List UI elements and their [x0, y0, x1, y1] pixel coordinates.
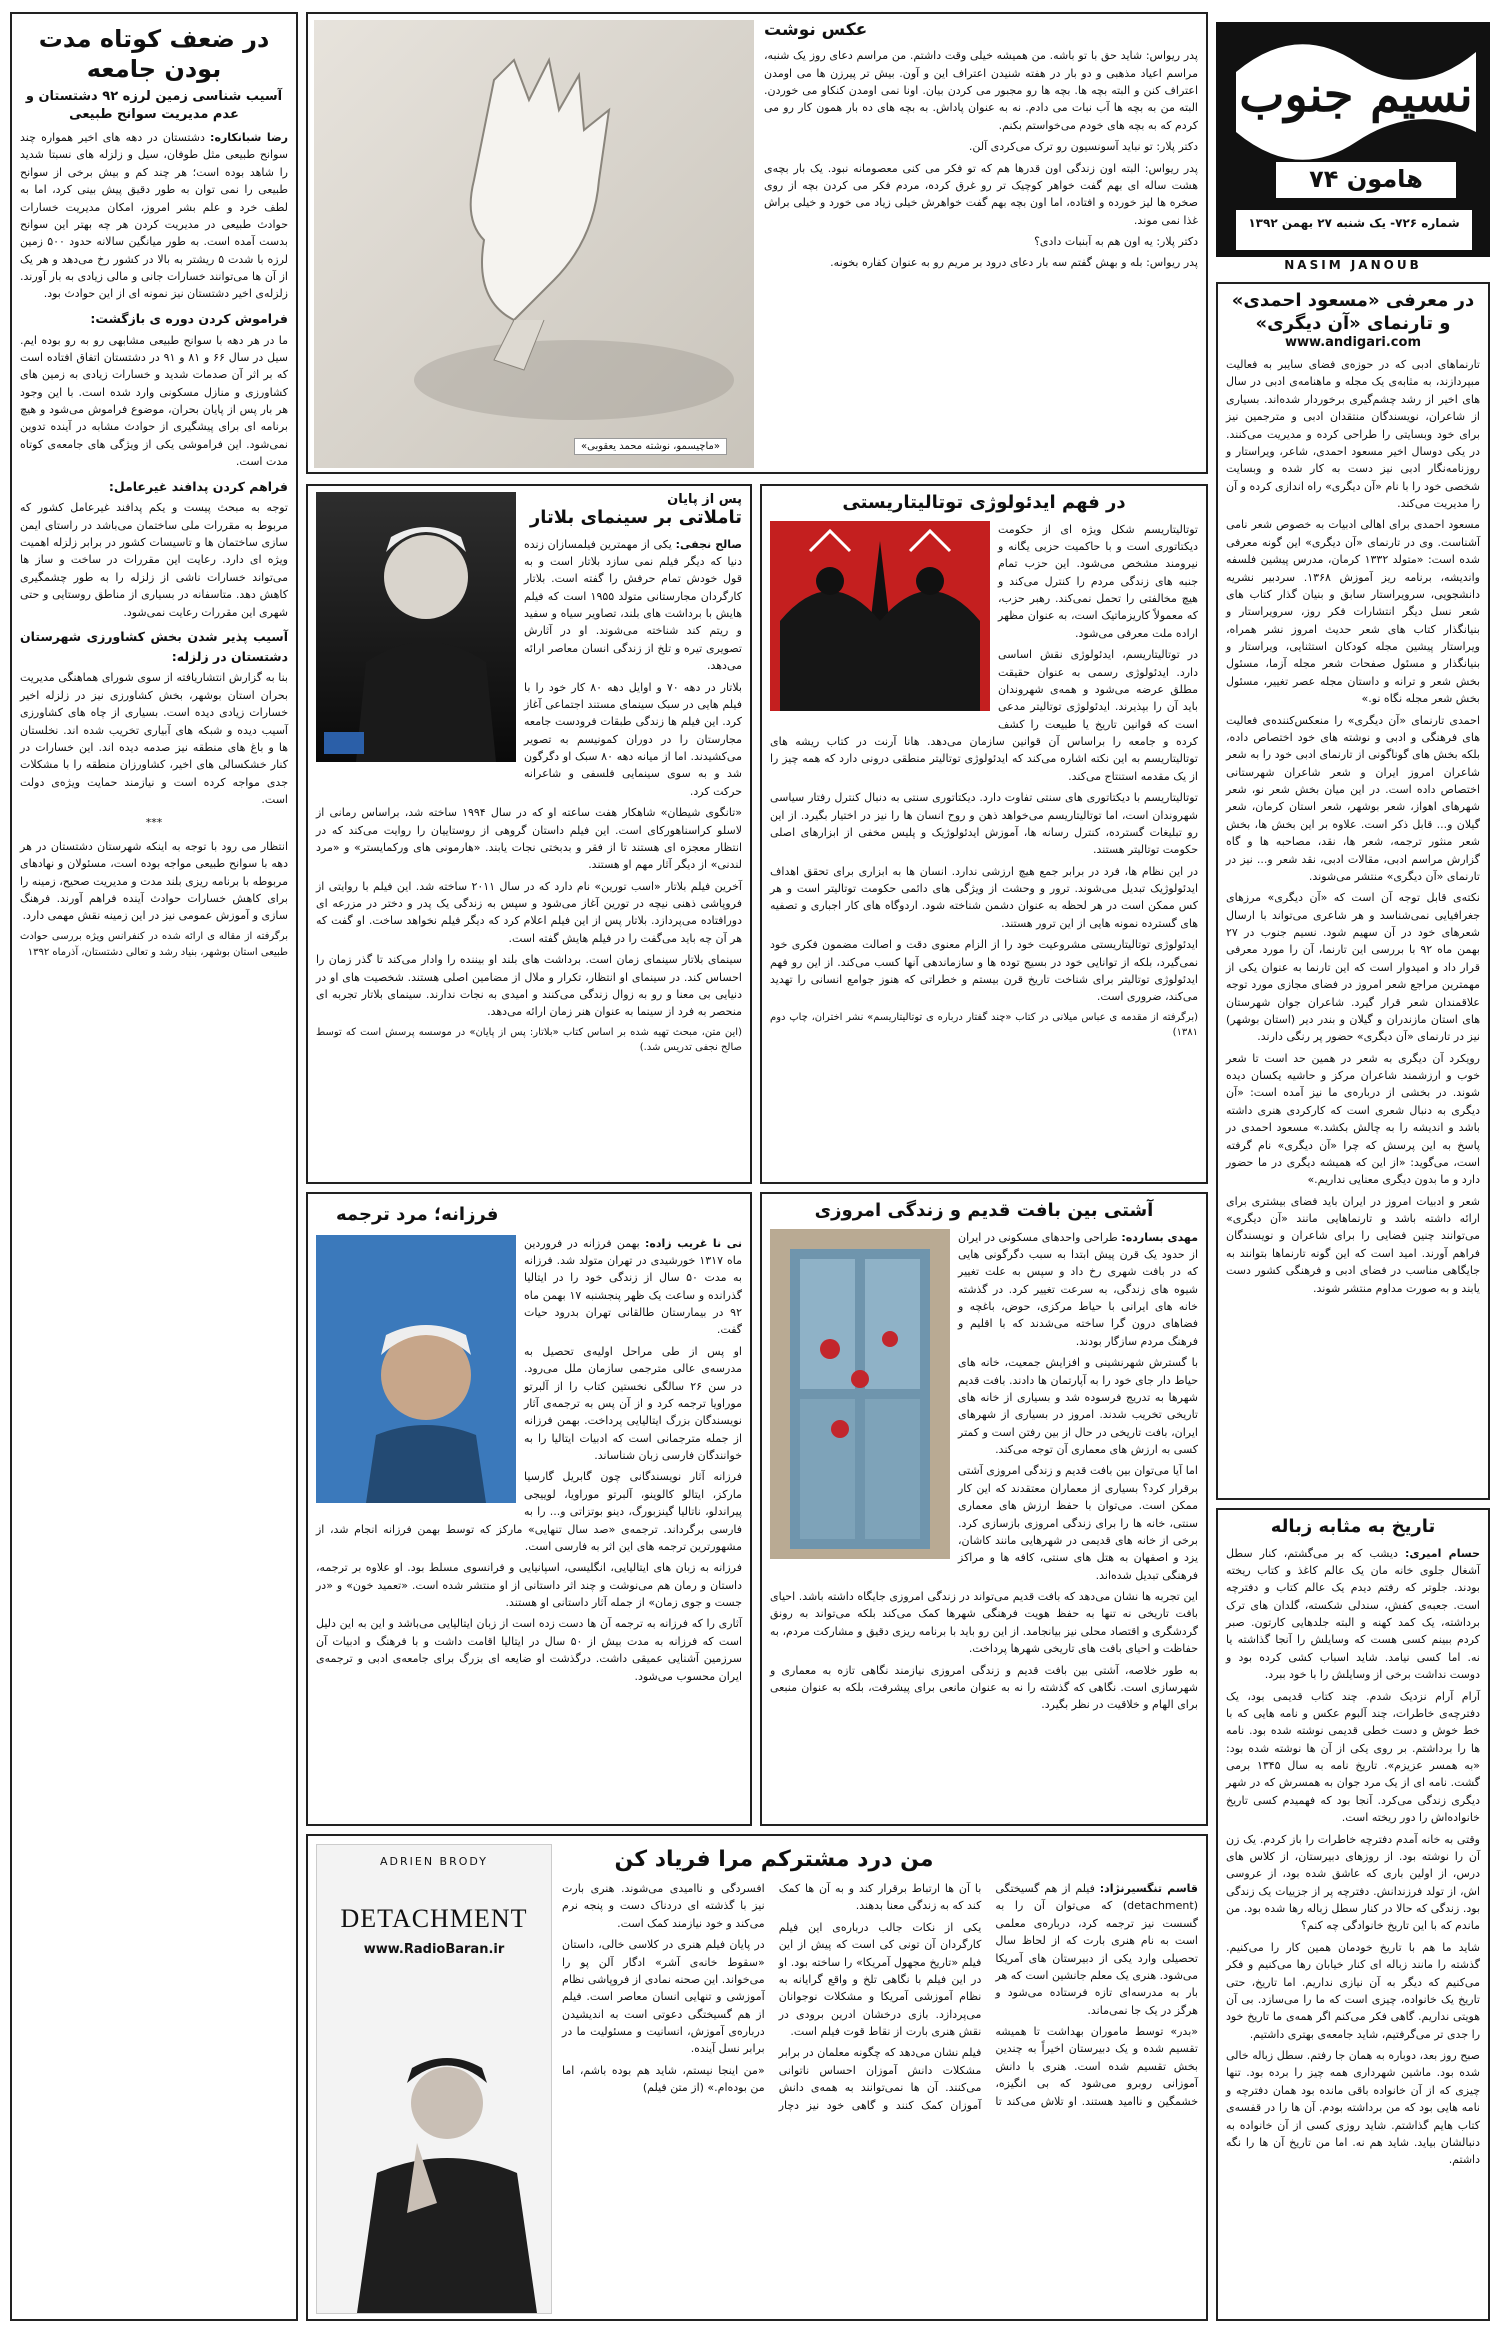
aks-title: عکس نوشت	[764, 20, 868, 40]
supplement-name: هامون ۷۴	[1309, 165, 1423, 193]
ashti-photo	[770, 1229, 950, 1559]
article-aks-nevesht	[306, 12, 1208, 474]
ashti-title: آشتی بین بافت قدیم و زندگی امروزی	[814, 1200, 1154, 1221]
andigari-url[interactable]: www.andigari.com	[1285, 335, 1421, 350]
masthead-logo	[1216, 12, 1490, 274]
zelzeleh-title: در ضعف کوتاه مدت بودن جامعه	[38, 25, 270, 83]
article-zobaleh	[1216, 1508, 1490, 2321]
poster-title: DETACHMENT	[340, 1904, 528, 1933]
detachment-poster	[316, 1844, 552, 2314]
zelzeleh-body: رضا شبانکاره: دشتستان در دهه های اخیر همواره چند سوانح طبیعی مثل طوفان، سیل و زلزله های نسبتا شدید را شاهد بوده است؛ هر چند کم و بیش برخی از سوانح طبیعی را نمی توان به طور دقیق پیش بینی کرد، اما به لطف خرد و علم بشر امروز، امکان مدیریت خسارات حوادث طبیعی در مدیریت کردن هر چه بهتر این سوانح بدست آمده است. به طور میانگین سالانه حدود ۵۰۰ زمین لرزه با شدت ۵ ریشتر به بالا در کشور رخ می‌دهد و هر یک از آن ها می‌توانند خسارات جانی و مالی زیادی به بار آورند. زلزله‌ی اخیر دشتستان نیز نمونه ای از این حوادث بود. فراموش کردن دوره ی بازگشت: ما در هر دهه با سوانح طبیعی مشابهی رو به رو بوده ایم. سیل در سال ۶۶ و ۸۱ و ۹۱ در دشتستان اتفاق افتاده است که بر اثر آن صدمات شدید و خسارات زیادی به زمین های کشاورزی و منازل مسکونی وارد شده است. با این وجود هر بار پس از پایان بحران، موضوع فراموش می‌شود و هیچ برنامه ای برای پیشگیری از حوادث مشابه در آینده تدوین نمی‌شود. این فراموشی یکی از ویژگی های جامعه‌ی کوتاه مدت است. فراهم کردن پدافند غیرعامل: توجه به مبحث پیست و یکم پدافند غیرعامل کشور که مربوط به مقررات ملی ساختمان می‌باشد در راستای ایمن سازی ساختمان ها و تاسیسات کشور در برابر زلزله اهمیت ویژه ای دارد. رعایت این مقررات در ساخت و ساز ها می‌تواند خسارات ناشی از زلزله را به طور چشمگیری کاهش دهد. متاسفانه در بسیاری از مناطق روستایی و حتی شهری این مقررات رعایت نمی‌شود. آسیب پذیر شدن بخش کشاورزی شهرستان دشتستان در زلزله: بنا به گزارش انتشاریافته از سوی شورای هماهنگی مدیریت بحران استان بوشهر، بخش کشاورزی نیز در زلزله اخیر خسارات زیادی دیده است. بسیاری از چاه های کشاورزی آسیب دیده و شبکه های آبیاری تخریب شده اند. نخلستان ها و باغ های منطقه نیز صدمه دیده اند. این خسارات در کنار خشکسالی های اخیر، کشاورزان منطقه را با مشکلات جدی مواجه کرده است و نیازمند حمایت ویژه‌ی دولت است. *** انتظار می رود با توجه به اینکه شهرستان دشتستان در هر دهه با سوانح طبیعی مواجه بوده است، مسئولان و نهادهای مربوطه با برنامه ریزی بلند مدت و مدیریت صحیح، زمینه را برای کاهش خسارات حوادث آینده فراهم آورند. فرهنگ سازی و آموزش عمومی نیز در این زمینه نقش مهمی دارد. برگرفته از مقاله ی ارائه شده در کنفرانس ویژه بررسی حوادث طبیعی استان بوشهر، بنیاد رشد و تعالی دشتستان، آذرماه ۱۳۹۲	[20, 131, 288, 958]
zelzeleh-section-2-title: فراهم کردن پدافند غیرعامل:	[108, 478, 288, 494]
totalitarian-title: در فهم ایدئولوژی توتالیتاریستی	[842, 492, 1126, 513]
poster-actor: ADRIEN BRODY	[380, 1855, 488, 1868]
andigari-title: در معرفی «مسعود احمدی» و تارنمای «آن دیگری»	[1231, 290, 1475, 334]
farzaneh-body: نی نا غریب زاده: بهمن فرزانه در فروردین ماه ۱۳۱۷ خورشیدی در تهران متولد شد. فرزانه به مدت ۵۰ سال از زندگی خود را در ایتالیا گذرانده و ساعت یک ظهر پنجشنبه ۱۷ بهمن ماه ۹۲ در بیمارستان طالقانی تهران بدرود حیات گفت. او پس از طی مراحل اولیه‌ی تحصیل به مدرسه‌ی عالی مترجمی سازمان ملل می‌رود. در سن ۲۶ سالگی نخستین کتاب را از آلبرتو موراویا ترجمه کرد و از آن پس به ترجمه‌ی آثار نویسندگان بزرگ ایتالیایی پرداخت. بهمن فرزانه از جمله مترجمانی است که ادبیات ایتالیا را به خوانندگان فارسی زبان شناساند. فرزانه آثار نویسندگانی چون گابریل گارسیا مارکز، ایتالو کالوینو، آلبرتو موراویا، لوییجی پیراندلو، ناتالیا گینزبورگ، دینو بوتزاتی و... را به فارسی برگرداند. ترجمه‌ی «صد سال تنهایی» مارکز که توسط بهمن فرزانه انجام شد، از مشهورترین ترجمه های این اثر به فارسی است. فرزانه به زبان های ایتالیایی، انگلیسی، اسپانیایی و فرانسوی مسلط بود. او علاوه بر ترجمه، داستان و رمان هم می‌نوشت و چند اثر داستانی از او منتشر شده است. «تعمید خون» و «در جست و جوی زمان» از جمله آثار داستانی او هستند. آثاری را که فرزانه به ترجمه آن ها دست زده است از زبان ایتالیایی می‌باشد و این به این دلیل است که فرزانه به مدت بیش از ۵۰ سال در ایتالیا اقامت داشت و با فرهنگ و ادبیات آن سرزمین آشنایی عمیقی داشت. درگذشت او ضایعه ای بزرگ برای جامعه‌ی ادبی و ترجمه‌ی ایران محسوب می‌شود.	[316, 1236, 743, 1683]
article-totalitarian	[760, 484, 1208, 1184]
zobaleh-title: تاریخ به مثابه زباله	[1270, 1516, 1436, 1537]
logo-fa: نسیم جنوب	[1239, 67, 1473, 123]
balatar-photo	[316, 492, 516, 762]
article-dard	[306, 1834, 1208, 2321]
aks-body: پدر ریواس: شاید حق با تو باشه. من همیشه خیلی وقت داشتم. من مراسم دعای روز یک شنبه، مراسم اعیاد مذهبی و دو بار در هفته شنیدن اعتراف این و آون. بیش تر پیرزن ها می اومدن اعتراف کنن و البته بچه ها. بچه ها رو مجبور می کردن بیان. اونا نمی اومدن کنکاو می خوردن. البته من به بچه ها آب نبات می دادم. نه به عنوان پاداش. به بچه های ده بار همون کار رو می کردم که به بچه های خودم می‌خواستم بکنم. دکتر پلار: تو نباید آسونسیون رو ترک می‌کردی آلن. پدر ریواس: البته اون زندگی اون قدرها هم که تو فکر می کنی معصومانه نبود. یک بار بچه‌ی هشت ساله ای بهم گفت خواهر کوچیک تر رو غرق کرده، مردم فکر می کردن بچه از روی صخره ها لیز خورده و افتاده، اما اون بچه بهم گفت خواهرش خیلی زیاد می خورد و خیلی براش غذا نمی موند. دکتر پلار: یه اون هم به آبنبات دادی؟ پدر ریواس: بله و بهش گفتم سه بار دعای درود بر مریم رو به عنوان کفاره بخونه.	[764, 49, 1198, 270]
article-balatar	[306, 484, 752, 1184]
totalitarian-body: توتالیتاریسم شکل ویژه ای از حکومت دیکتاتوری است و با حاکمیت حزبی یگانه و نیرومند مشخص می‌شود. این حزب تمام جنبه های زندگی مردم را کنترل می‌کند و هیچ مخالفتی را تحمل نمی‌کند. رهبر حزب، که معمولاً کاریزماتیک است، به عنوان مظهر اراده ملت معرفی می‌شود. در توتالیتاریسم، ایدئولوژی نقش اساسی دارد. ایدئولوژی رسمی به عنوان حقیقت مطلق عرضه می‌شود و همه‌ی شهروندان باید آن را بپذیرند. ایدئولوژی توتالیتر مدعی است که قوانین تاریخ یا طبیعت را کشف کرده و جامعه را براساس آن قوانین سازمان می‌دهد. هانا آرنت در کتاب ریشه های توتالیتاریسم به این نکته اشاره می‌کند که ایدئولوژی توتالیتر منطقی درونی دارد که همه چیز را از یک مقدمه استنتاج می‌کند. توتالیتاریسم با دیکتاتوری های سنتی تفاوت دارد. دیکتاتوری سنتی به دنبال کنترل رفتار سیاسی شهروندان است، اما توتالیتاریسم می‌خواهد ذهن و روح انسان ها را نیز در اختیار بگیرد. از این رو تبلیغات گسترده، کنترل رسانه ها، آموزش ایدئولوژیک و پلیس مخفی از ابزارهای اصلی حکومت توتالیتر هستند. در این نظام ها، فرد در برابر جمع هیچ ارزشی ندارد. انسان ها به ابزاری برای تحقق اهداف ایدئولوژیک تبدیل می‌شوند. ترور و وحشت از ویژگی های دائمی حکومت توتالیتر است و هر کس ممکن است در هر لحظه به عنوان دشمن شناخته شود. اردوگاه های کار اجباری و تصفیه های گسترده نمونه هایی از این ترور هستند. ایدئولوژی توتالیتاریستی مشروعیت خود را از الزام معنوی دقت و اصالت مضمون فکری خود نمی‌گیرد، بلکه از توانایی خود در بسیج توده ها و سازماندهی آنها کسب می‌کند. از این رو فهم ایدئولوژی توتالیتر برای شناخت تاریخ قرن بیستم و خطراتی که هنوز جوامع انسانی را تهدید می‌کند، ضروری است. (برگرفته از مقدمه ی عباس میلانی در کتاب «چند گفتار درباره ی توتالیتاریسم» نشر اختران، چاپ دوم ۱۳۸۱)	[770, 522, 1198, 1039]
dard-body: قاسم تنگسیرنژاد: فیلم از هم گسیختگی (detachment) که می‌توان آن را به گسست نیز ترجمه کرد، درباره‌ی معلمی است به نام هنری بارت که از لحاظ سال تحصیلی وارد یکی از دبیرستان های آمریکا می‌شود. هنری یک معلم جانشین است که هر بار به مدرسه‌ای تازه فرستاده می‌شود و هرگز در یک جا نمی‌ماند. «بدر» توسط ماموران بهداشت تا همیشه تقسیم شده و یک دبیرستان اخیراً به چندین بخش تقسیم شده است. هنری با دانش آموزانی روبرو می‌شود که بی انگیزه، خشمگین و ناامید هستند. او تلاش می‌کند تا با آن ها ارتباط برقرار کند و به آن ها کمک کند که به زندگی معنا بدهند. یکی از نکات جالب درباره‌ی این فیلم کارگردان آن تونی کی است که پیش از این فیلم «تاریخ مجهول آمریکا» را ساخته بود. او در این فیلم با نگاهی تلخ و واقع گرایانه به نظام آموزشی آمریکا و مشکلات نوجوانان می‌پردازد. بازی درخشان ادرین برودی در نقش هنری بارت از نقاط قوت فیلم است. فیلم نشان می‌دهد که چگونه معلمان در برابر مشکلات دانش آموزان احساس ناتوانی می‌کنند. آن ها نمی‌توانند به همه‌ی دانش آموزان کمک کنند و گاهی خود نیز دچار افسردگی و ناامیدی می‌شوند. هنری بارت نیز با گذشته ای دردناک دست و پنجه نرم می‌کند و خود نیازمند کمک است. در پایان فیلم هنری در کلاسی خالی، داستان «سقوط خانه‌ی آشر» ادگار آلن پو را می‌خواند. این صحنه نمادی از فروپاشی نظام آموزشی و تنهایی انسان معاصر است. فیلم از هم گسیختگی دعوتی است به اندیشیدن درباره‌ی آموزش، انسانیت و مسئولیت ما در برابر نسل آینده. «من اینجا نیستم، شاید هم بوده باشم، اما من بوده‌ام.» (از متن فیلم)	[562, 1882, 1198, 2112]
issue-line: شماره ۷۲۶- یک شنبه ۲۷ بهمن ۱۳۹۲	[1248, 216, 1460, 230]
masthead	[1216, 12, 1490, 274]
article-farzaneh	[306, 1192, 752, 1826]
logo-en: NASIM JANOUB	[1284, 258, 1422, 272]
zelzeleh-subtitle: آسیب شناسی زمین لرزه ۹۲ دشتستان و عدم مدیریت سوانح طبیعی	[25, 89, 283, 122]
aks-caption: «ماچیسمو، نوشته محمد یعقوبی»	[574, 438, 727, 455]
balatar-title: تاملاتی بر سینمای بلاتار	[529, 507, 742, 528]
article-ashti	[760, 1192, 1208, 1826]
dard-title: من درد مشترکم مرا فریاد کن	[614, 1847, 934, 1872]
totalitarian-image	[770, 521, 990, 711]
poster-url[interactable]: www.RadioBaran.ir	[363, 1942, 505, 1957]
farzaneh-title: فرزانه؛ مرد ترجمه	[336, 1204, 499, 1225]
zelzeleh-section-3-title: آسیب پذیر شدن بخش کشاورزی شهرستان دشتستان در زلزله:	[20, 628, 288, 664]
andigari-body: تارنماهای ادبی که در حوزه‌ی فضای سایبر به فعالیت مبپردازند، به مثابه‌ی یک مجله و ماهنامه‌ی ادبی در سال های اخیر از رشد چشم‌گیری برخوردار شده‌اند. بسیاری از شاعران، نویسندگان منتقدان ادبی و مترجمین نیز برای خود وبسایتی را طراحی کرده و مدیریت می‌کنند. در یکی دوسال اخیر مسعود احمدی، شاعر، ویراستار و روزنامه‌نگار ادبی نیز دست به کار شده و وبسایت شخصی خود را با نام «آن دیگری» راه اندازی کرده و آن را مدیریت می‌کند. مسعود احمدی برای اهالی ادبیات به خصوص شعر نامی آشناست. وی در تارنمای «آن دیگری» این گونه معرفی شده است: «متولد ۱۳۳۲ کرمان، مدرس پیشین فلسفه واندیشه، برنامه ریز آموزش ۱۳۶۸. سردبیر نشریه دانشجویی، سرویراستار سابق و بنیان گذار کتاب های شعر نسل دیگر انتشارات فکر روز، سرویراستار و بنیانگذار کتاب های شعر حدیث امروز نشر همراه، ویراستار پیشین مجله کودکان استثنایی، ویراستار و بنیانگذار و مسئول صفحات شعر مجله آزما، مسئول بخش شعر و ترانه و داستان مجله عصر تغییر، مسئول بخش شعر مجله نگاه نو.» احمدی تارنمای «آن دیگری» را منعکس‌کننده‌ی فعالیت های فرهنگی و ادبی و نوشته های خود اختصاص داده، بلکه بخش های گوناگونی از تارنمای ادبی خود را به شعر شاعران امروز ایران و شعر شاعران شهرستانی اختصاص داده است. در این میان بخش شعر نو، شعر شهرهای اهواز، شعر بوشهر، شعر استان کرمان، شعر گیلان و... قابل ذکر است. علاوه بر این بخش ها، بخش شعر منثور ترجمه، شعر ها، نقد، مصاحبه ها و گاه گزارش مراسم ادبی، مقالات ادبی، نقد شعر و... نیز در تارنمای «آن دیگری» منتشر می‌شوند. نکته‌ی قابل توجه آن است که «آن دیگری» مرزهای جغرافیایی نمی‌شناسد و هر شاعری می‌تواند با ارسال شعرهای خود در آن سهیم شود. نسیم جنوب در ۲۷ بهمن ماه ۹۲ با بررسی این تارنما، آن را مورد معرفی قرار داد و امیدوار است که این تارنما به عنوان یکی از مهمترین مراجع شعر امروز در فضای مجازی مورد توجه علاقمندان شعر قرار گیرد. شاعران جوان شهرستان های استان مازندران و گیلان و بندر دیر (استان بوشهر) نیز در تارنمای «آن دیگری» حضور پر رنگی دارند. رویکرد آن دیگری به شعر در همین حد است تا شعر خوب و ارزشمند شاعران مرکز و حاشیه یکسان دیده شوند. در بخشی از درباره‌ی ما نیز آمده است: «آن دیگری به دنبال شعری است که کارکردی هنری داشته باشد و اندیشه را به چالش بکشد.» مسعود احمدی در پاسخ به این پرسش که چرا «آن دیگری» نام گرفته است، می‌گوید: «از این که همیشه دیگری در ما حضور دارد و ما بدون دیگری معنایی نداریم.» شعر و ادبیات امروز در ایران باید فضای بیشتری برای ارائه داشته باشد و تارنماهایی مانند «آن دیگری» می‌توانند چنین فضایی را برای شاعران و نویسندگان فراهم آورند. امید است که این گونه تارنماها بتوانند به جایگاهی مناسب در فضای ادبی و فرهنگی کشور دست یابند و به صورت مداوم منتشر شوند.	[1226, 358, 1480, 1295]
balatar-kicker: پس از پایان	[667, 492, 742, 507]
zelzeleh-section-1-title: فراموش کردن دوره ی بازگشت:	[90, 310, 288, 326]
farzaneh-photo	[316, 1235, 516, 1503]
article-andigari	[1216, 282, 1490, 1500]
ashti-body: مهدی بسارده: طراحی واحدهای مسکونی در ایران از حدود یک قرن پیش ابتدا به سبب دگرگونی هایی که در بافت شهری رخ داد و سپس به علت تغییر شیوه های زندگی، به سرعت تغییر کرد. در گذشته خانه های ایرانی با حیاط مرکزی، حوض، باغچه و فضاهای درون گرا ساخته می‌شدند که با اقلیم و فرهنگ مردم سازگار بودند. با گسترش شهرنشینی و افزایش جمعیت، خانه های حیاط دار جای خود را به آپارتمان ها دادند. بافت قدیم شهرها به تدریج فرسوده شد و بسیاری از خانه های تاریخی تخریب شدند. امروز در بسیاری از شهرهای ایران، بافت تاریخی در حال از بین رفتن است و کمتر کسی به ارزش های معماری آن توجه می‌کند. اما آیا می‌توان بین بافت قدیم و زندگی امروزی آشتی برقرار کرد؟ بسیاری از معماران معتقدند که این کار ممکن است. می‌توان با حفظ ارزش های معماری سنتی، خانه ها را برای زندگی امروزی بازسازی کرد. برخی از خانه های قدیمی در شهرهایی مانند کاشان، یزد و اصفهان به هتل های سنتی، کافه ها و مراکز فرهنگی تبدیل شده‌اند. این تجربه ها نشان می‌دهد که بافت قدیم می‌تواند در زندگی امروزی جایگاه داشته باشد. احیای بافت تاریخی نه تنها به حفظ هویت فرهنگی شهرها کمک می‌کند بلکه می‌تواند به رونق گردشگری و اقتصاد محلی نیز بیانجامد. از این رو باید با برنامه ریزی دقیق و مشارکت مردم، به حفاظت و احیای بافت های تاریخی شهرها پرداخت. به طور خلاصه، آشتی بین بافت قدیم و زندگی امروزی نیازمند نگاهی تازه به معماری و شهرسازی است. نگاهی که گذشته را نه به عنوان مانعی برای پیشرفت، بلکه به عنوان منبعی برای الهام و خلاقیت در نظر بگیرد.	[770, 1230, 1199, 1712]
balatar-body: صالح نجفی: یکی از مهمترین فیلمسازان زنده دنیا که دیگر فیلم نمی سازد بلاتار است و به قول خودش تمام حرفش را گفته است. بلاتار کارگردان مجارستانی متولد ۱۹۵۵ است که فیلم هایش با برداشت های بلند، تصاویر سیاه و سفید و ریتم کند شناخته می‌شوند. او در آثارش تصویری تیره و تلخ از زندگی انسان معاصر ارائه می‌دهد. بلاتار در دهه ۷۰ و اوایل دهه ۸۰ کار خود را با فیلم هایی در سبک سینمای مستند اجتماعی آغاز کرد. این فیلم ها زندگی طبقات فرودست جامعه مجارستان را در دوران کمونیسم به تصویر می‌کشیدند. اما از میانه دهه ۸۰ سبک او دگرگون شد و به سوی سینمایی فلسفی و شاعرانه حرکت کرد. «تانگوی شیطان» شاهکار هفت ساعته او که در سال ۱۹۹۴ ساخته شد، براساس رمانی از لاسلو کراسناهورکای است. این فیلم داستان گروهی از روستاییان را روایت می‌کند که در انتظار معجزه ای هستند تا از فقر و بدبختی نجات یابند. «هارمونی های ورکمایستر» و «مرد لندنی» از دیگر آثار مهم او هستند. آخرین فیلم بلاتار «اسب تورین» نام دارد که در سال ۲۰۱۱ ساخته شد. این فیلم با روایتی از فروپاشی ذهنی نیچه در تورین آغاز می‌شود و سپس به زندگی یک پدر و دختر در مزرعه ای دورافتاده می‌پردازد. بلاتار پس از این فیلم اعلام کرد که دیگر فیلم نخواهد ساخت. او گفت که هر آن چه باید می‌گفت را در فیلم هایش گفته است. سینمای بلاتار سینمای زمان است. برداشت های بلند او بیننده را وادار می‌کند تا گذر زمان را احساس کند. در سینمای او انتظار، تکرار و ملال از مضامین اصلی هستند. شخصیت های او در دنیایی بی معنا و رو به زوال زندگی می‌کنند و امیدی به نجات ندارند. سینمای بلاتار تجربه ای منحصر به فرد از سینما به عنوان هنر زمان ارائه می‌دهد. (این متن، مبحث تهیه شده بر اساس کتاب «بلاتار: پس از پایان» در موسسه پرسش است که توسط صالح نجفی تدریس شد.)	[316, 537, 743, 1054]
zobaleh-body: حسام امیری: دیشب که بر می‌گشتم، کنار سطل آشغال جلوی خانه مان یک عالم کاغذ و کتاب ریخته بودند. جلوتر که رفتم دیدم یک عالم کتاب و دفترچه است. جعبه‌ی کفش، سندلی شکسته، گلدان های ترک برداشته، یک کمد کهنه و البته جلد‌هایی کارتون. صبر کردم ببینم کسی هست که وسایلش را آنجا گذاشته یا نه. اما کسی نیامد. شاید اسباب کشی کرده بود و دوست نداشت برخی از وسایلش را با خود ببرد. آرام آرام نزدیک شدم. چند کتاب قدیمی بود، یک دفترچه‌ی خاطرات، چند آلبوم عکس و نامه هایی که با خط خوش و دست خطی قدیمی نوشته شده بود. نامه ها را برداشتم. بر روی یکی از آن ها نوشته شده بود: «به همسر عزیزم». تاریخ نامه به سال ۱۳۴۵ برمی گشت. نامه ای از یک مرد جوان به همسرش که در شهر دیگری زندگی می‌کرد. آنجا بود که فهمیدم کسی تاریخ خانواده‌اش را دور ریخته است. وقتی به خانه آمدم دفترچه خاطرات را باز کردم. یک زن آن را نوشته بود. از روزهای دبیرستان، از کلاس های درس، از اولین باری که عاشق شده بود، از عروسی اش، از تولد فرزندانش. دفترچه پر از جزییات یک زندگی بود. زندگی که حالا در کنار سطل زباله رها شده بود. من ماندم که با این تاریخ خانوادگی چه کنم؟ شاید ما هم با تاریخ خودمان همین کار را می‌کنیم. گذشته را مانند زباله ای کنار خیابان رها می‌کنیم و فکر می‌کنیم که دیگر به آن نیازی نداریم. اما تاریخ، حتی تاریخ یک خانواده، چیزی است که ما را می‌سازد. بی آن هویتی نداریم. گاهی فکر می‌کنم اگر همه‌ی ما تاریخ خود را جدی تر می‌گرفتیم، شاید جامعه‌ی بهتری داشتیم. صبح روز بعد، دوباره به همان جا رفتم. سطل زباله خالی شده بود. ماشین شهرداری همه چیز را برده بود. تنها چیزی که از آن خانواده باقی مانده بود همان دفترچه و نامه هایی بود که من برداشته بودم. آن ها را در قفسه‌ی کتاب هایم گذاشتم. شاید روزی کسی از آن خانواده به دنبالشان بیاید. شاید هم نه. اما من تاریخ آن ها را نگه داشتم.	[1226, 1546, 1480, 2167]
article-zelzeleh	[10, 12, 298, 2321]
hand-photo	[314, 20, 754, 468]
